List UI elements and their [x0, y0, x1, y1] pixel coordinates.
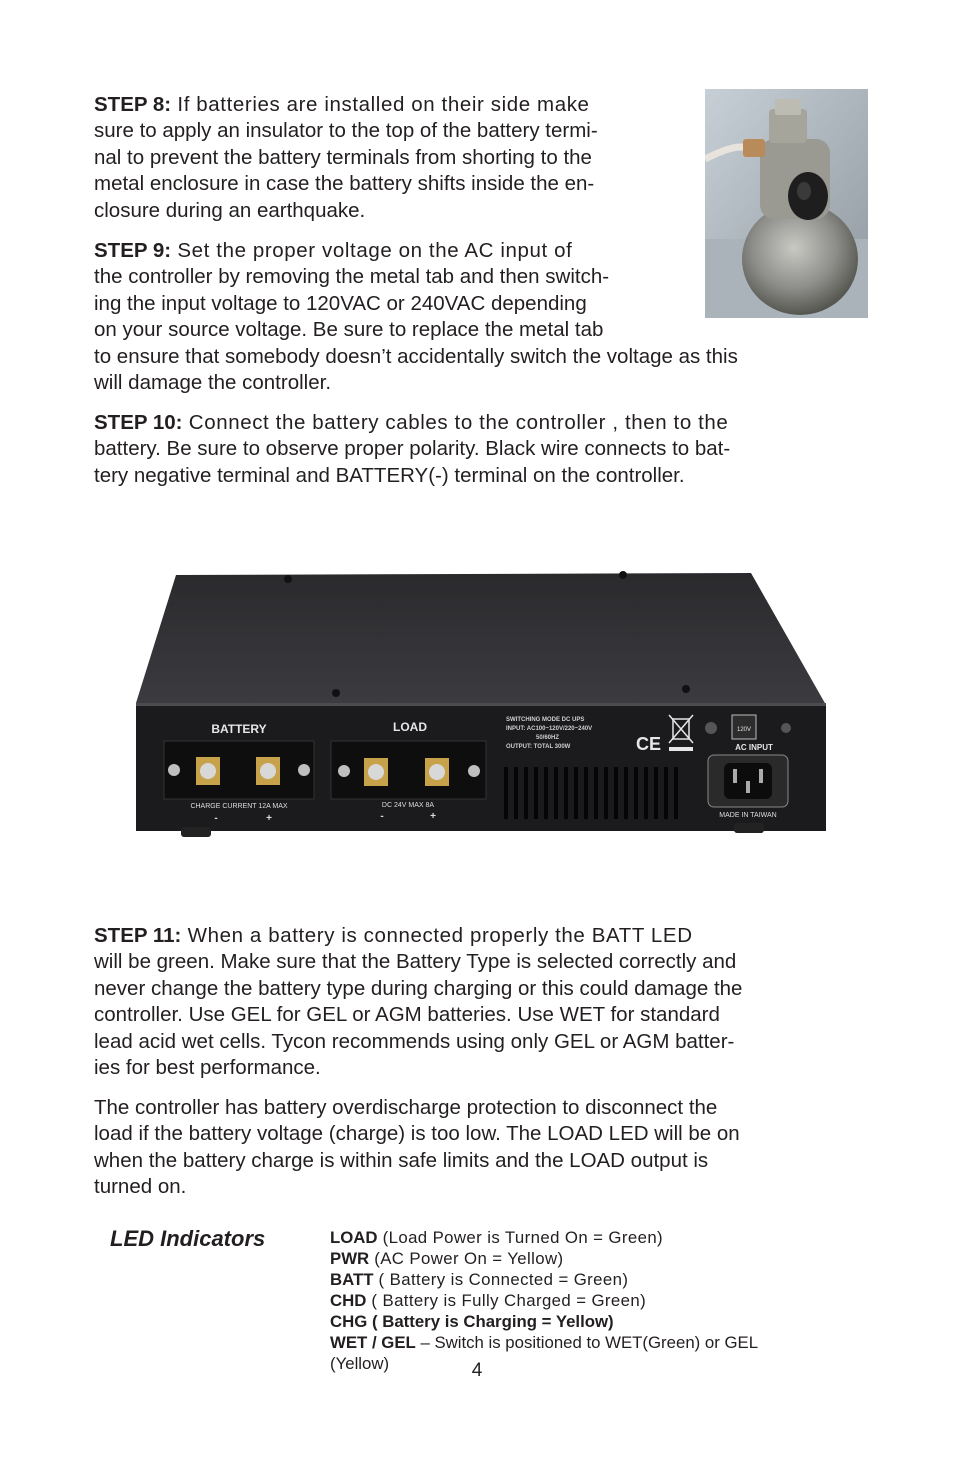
led-name: BATT [330, 1270, 374, 1289]
spec-line: OUTPUT: TOTAL 300W [506, 744, 571, 750]
led-name: WET / GEL [330, 1333, 416, 1352]
led-item-chg [330, 1311, 840, 1332]
led-item-batt [330, 1269, 840, 1290]
battery-plus-label: + [266, 813, 272, 824]
led-desc: (AC Power On = Yellow) [369, 1249, 564, 1268]
step-10-line: battery. Be sure to observe proper polarity. Black wire connects to bat- [94, 437, 731, 461]
led-desc: ( Battery is Fully Charged = Green) [366, 1291, 647, 1310]
step-9-line: to ensure that somebody doesn’t accidentally switch the voltage as this [94, 344, 738, 368]
spec-line: 50/60HZ [536, 735, 560, 741]
led-name: CHD [330, 1291, 367, 1310]
step-10-label: STEP 10: [94, 411, 183, 434]
step-11-line: ies for best performance. [94, 1056, 321, 1080]
step-10-paragraph [94, 410, 874, 489]
step-8-line: metal enclosure in case the battery shifts inside the en- [94, 172, 595, 196]
led-desc: – Switch is positioned to WET(Green) or GEL [415, 1333, 759, 1352]
step-11-line: controller. Use GEL for GEL or AGM batteries. Use WET for standard [94, 1003, 720, 1027]
load-minus-label: - [380, 811, 384, 822]
step-11-label: STEP 11: [94, 924, 182, 947]
step-8-line: sure to apply an insulator to the top of the battery termi- [94, 119, 598, 143]
protection-line: when the battery charge is within safe limits and the LOAD output is [94, 1148, 709, 1172]
protection-line: The controller has battery overdischarge protection to disconnect the [94, 1096, 718, 1119]
led-desc: (Yellow) [330, 1354, 390, 1373]
protection-line: turned on. [94, 1175, 187, 1199]
step-10-line: tery negative terminal and BATTERY(-) terminal on the controller. [94, 463, 685, 487]
made-in-label: MADE IN TAIWAN [719, 812, 777, 819]
spec-line: SWITCHING MODE DC UPS [506, 717, 585, 723]
step-8-paragraph [94, 92, 694, 224]
protection-paragraph [94, 1095, 884, 1201]
ce-mark: CE [636, 734, 662, 754]
ac-inlet [708, 755, 788, 807]
step-8-line: If batteries are installed on their side make [171, 93, 590, 116]
step-8-line: nal to prevent the battery terminals from shorting to the [94, 145, 592, 169]
led-name: PWR [330, 1249, 370, 1268]
led-desc: ( Battery is Connected = Green) [373, 1270, 629, 1289]
led-item-wet-gel [330, 1332, 840, 1353]
battery-minus-label: - [214, 813, 218, 824]
spec-line: INPUT: AC100~120V/220~240V [506, 726, 593, 732]
step-11-line: lead acid wet cells. Tycon recommends using only GEL or AGM batter- [94, 1029, 735, 1053]
step-11-line: will be green. Make sure that the Battery Type is selected correctly and [94, 950, 737, 974]
ac-input-label: AC INPUT [735, 743, 773, 752]
step-9-line: the controller by removing the metal tab and then switch- [94, 265, 610, 289]
led-indicators-heading: LED Indicators [110, 1226, 266, 1251]
charge-current-label: CHARGE CURRENT 12A MAX [190, 803, 288, 810]
led-item-load [330, 1227, 840, 1248]
step-9-line: Set the proper voltage on the AC input of [171, 239, 573, 262]
load-plus-label: + [430, 811, 436, 822]
step-9-line: on your source voltage. Be sure to replace the metal tab [94, 318, 604, 342]
step-8-label: STEP 8: [94, 93, 172, 116]
dc-max-label: DC 24V MAX 8A [381, 802, 435, 809]
led-name: CHG ( Battery is Charging = Yellow) [330, 1312, 614, 1331]
step-9-line: will damage the controller. [94, 371, 332, 395]
voltage-switch-label: 120V [736, 727, 752, 733]
step-9-paragraph [94, 238, 874, 396]
step-9-line: ing the input voltage to 120VAC or 240VAC depending [94, 291, 587, 315]
controller-rear-panel-photo [136, 555, 832, 845]
led-item-chd [330, 1290, 840, 1311]
led-indicators-list [330, 1227, 840, 1374]
page-number: 4 [471, 1360, 483, 1381]
led-name: LOAD [330, 1228, 378, 1247]
step-10-line: Connect the battery cables to the controller , then to the [182, 411, 729, 434]
step-11-line: When a battery is connected properly the BATT LED [181, 924, 693, 947]
load-label: LOAD [393, 720, 427, 734]
step-9-label: STEP 9: [94, 239, 172, 262]
led-desc: (Load Power is Turned On = Green) [377, 1228, 664, 1247]
battery-label: BATTERY [211, 722, 267, 736]
step-8-line: closure during an earthquake. [94, 198, 366, 222]
protection-line: load if the battery voltage (charge) is too low. The LOAD LED will be on [94, 1122, 740, 1146]
led-item-pwr [330, 1248, 840, 1269]
step-11-line: never change the battery type during charging or this could damage the [94, 976, 743, 1000]
step-11-paragraph [94, 923, 884, 1081]
